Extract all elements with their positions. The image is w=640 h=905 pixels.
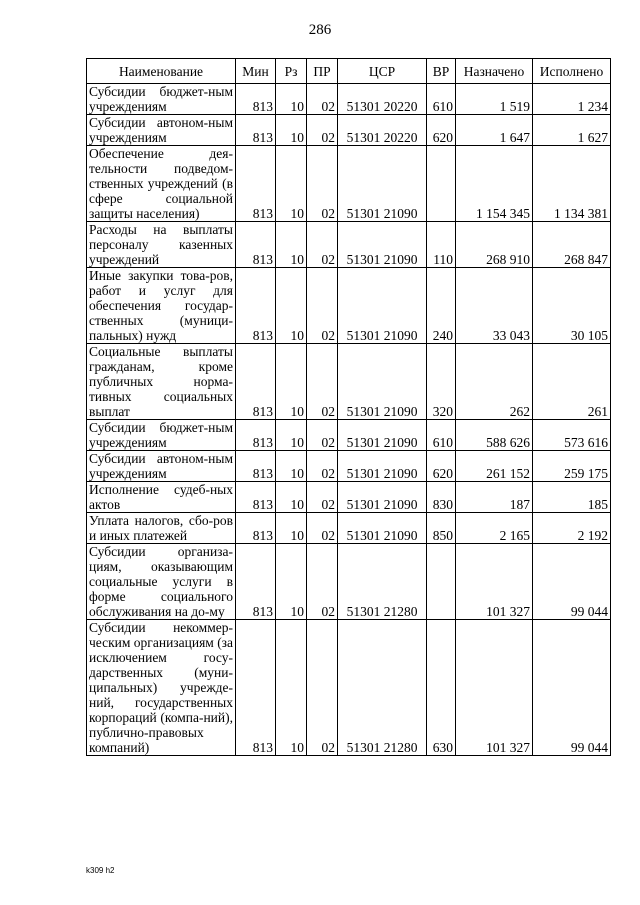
column-header-min: Мин — [236, 59, 276, 84]
row-csr: 51301 21090 — [338, 146, 427, 222]
row-vr: 240 — [427, 268, 456, 344]
row-pr: 02 — [307, 620, 338, 756]
row-executed: 1 234 — [533, 84, 611, 115]
row-min: 813 — [236, 620, 276, 756]
row-vr — [427, 146, 456, 222]
row-vr: 620 — [427, 451, 456, 482]
row-csr: 51301 20220 — [338, 115, 427, 146]
row-vr: 110 — [427, 222, 456, 268]
row-rz: 10 — [276, 268, 307, 344]
row-csr: 51301 21090 — [338, 268, 427, 344]
row-pr: 02 — [307, 513, 338, 544]
column-header-assigned: Назначено — [456, 59, 533, 84]
row-rz: 10 — [276, 513, 307, 544]
column-header-pr: ПР — [307, 59, 338, 84]
row-name: Субсидии некоммер-ческим организациям (за исключением госу-дарственных (муни-ципальных) учрежде-ний, государственных корпораций (компа-ний), публично-правовых компаний) — [87, 620, 236, 756]
row-min: 813 — [236, 268, 276, 344]
row-executed: 259 175 — [533, 451, 611, 482]
budget-table — [86, 58, 611, 756]
row-name: Уплата налогов, сбо-ров и иных платежей — [87, 513, 236, 544]
row-name: Субсидии автоном-ным учреждениям — [87, 451, 236, 482]
row-executed: 99 044 — [533, 620, 611, 756]
row-vr — [427, 544, 456, 620]
row-vr: 850 — [427, 513, 456, 544]
row-min: 813 — [236, 513, 276, 544]
row-min: 813 — [236, 451, 276, 482]
row-vr: 610 — [427, 84, 456, 115]
row-rz: 10 — [276, 344, 307, 420]
row-assigned: 588 626 — [456, 420, 533, 451]
column-header-rz: Рз — [276, 59, 307, 84]
column-header-vr: ВР — [427, 59, 456, 84]
table-row — [87, 222, 611, 268]
row-csr: 51301 21280 — [338, 620, 427, 756]
row-name: Субсидии организа-циям, оказывающим социальные услуги в форме социального обслуживания на до-му — [87, 544, 236, 620]
row-vr: 830 — [427, 482, 456, 513]
table-row — [87, 513, 611, 544]
row-executed: 573 616 — [533, 420, 611, 451]
row-min: 813 — [236, 115, 276, 146]
row-pr: 02 — [307, 420, 338, 451]
row-rz: 10 — [276, 115, 307, 146]
table-row — [87, 146, 611, 222]
row-csr: 51301 21090 — [338, 513, 427, 544]
row-vr: 620 — [427, 115, 456, 146]
table-row — [87, 420, 611, 451]
row-name: Обеспечение дея-тельности подведом-ственных учреждений (в сфере социальной защиты населения) — [87, 146, 236, 222]
row-csr: 51301 21090 — [338, 482, 427, 513]
row-pr: 02 — [307, 84, 338, 115]
row-vr: 610 — [427, 420, 456, 451]
row-csr: 51301 21090 — [338, 344, 427, 420]
row-name: Социальные выплаты гражданам, кроме публичных норма-тивных социальных выплат — [87, 344, 236, 420]
row-pr: 02 — [307, 268, 338, 344]
row-executed: 1 627 — [533, 115, 611, 146]
row-executed: 2 192 — [533, 513, 611, 544]
row-pr: 02 — [307, 344, 338, 420]
table-row — [87, 84, 611, 115]
row-csr: 51301 21090 — [338, 451, 427, 482]
row-min: 813 — [236, 544, 276, 620]
row-name: Субсидии автоном-ным учреждениям — [87, 115, 236, 146]
row-min: 813 — [236, 344, 276, 420]
row-vr: 320 — [427, 344, 456, 420]
row-executed: 1 134 381 — [533, 146, 611, 222]
row-name: Субсидии бюджет-ным учреждениям — [87, 84, 236, 115]
row-csr: 51301 20220 — [338, 84, 427, 115]
row-name: Иные закупки това-ров, работ и услуг для обеспечения государ-ственных (муници-пальных) нужд — [87, 268, 236, 344]
row-csr: 51301 21090 — [338, 222, 427, 268]
row-assigned: 1 519 — [456, 84, 533, 115]
row-min: 813 — [236, 222, 276, 268]
column-header-executed: Исполнено — [533, 59, 611, 84]
row-executed: 30 105 — [533, 268, 611, 344]
table-row — [87, 115, 611, 146]
table-row — [87, 482, 611, 513]
row-min: 813 — [236, 146, 276, 222]
row-executed: 268 847 — [533, 222, 611, 268]
row-rz: 10 — [276, 420, 307, 451]
row-assigned: 268 910 — [456, 222, 533, 268]
row-rz: 10 — [276, 222, 307, 268]
row-name: Исполнение судеб-ных актов — [87, 482, 236, 513]
row-min: 813 — [236, 420, 276, 451]
row-executed: 261 — [533, 344, 611, 420]
row-executed: 99 044 — [533, 544, 611, 620]
row-rz: 10 — [276, 84, 307, 115]
row-assigned: 33 043 — [456, 268, 533, 344]
table-row — [87, 268, 611, 344]
row-rz: 10 — [276, 146, 307, 222]
row-pr: 02 — [307, 115, 338, 146]
column-header-csr: ЦСР — [338, 59, 427, 84]
row-name: Расходы на выплаты персоналу казенных учреждений — [87, 222, 236, 268]
row-assigned: 1 154 345 — [456, 146, 533, 222]
row-pr: 02 — [307, 146, 338, 222]
row-executed: 185 — [533, 482, 611, 513]
row-csr: 51301 21280 — [338, 544, 427, 620]
row-assigned: 187 — [456, 482, 533, 513]
row-rz: 10 — [276, 620, 307, 756]
footer-code: k309 h2 — [86, 866, 115, 875]
row-min: 813 — [236, 84, 276, 115]
row-assigned: 1 647 — [456, 115, 533, 146]
table-row — [87, 620, 611, 756]
header-row — [87, 59, 611, 84]
table-row — [87, 544, 611, 620]
table-row — [87, 451, 611, 482]
table-row — [87, 344, 611, 420]
row-min: 813 — [236, 482, 276, 513]
row-pr: 02 — [307, 482, 338, 513]
row-assigned: 101 327 — [456, 544, 533, 620]
row-assigned: 101 327 — [456, 620, 533, 756]
row-rz: 10 — [276, 482, 307, 513]
column-header-name: Наименование — [87, 59, 236, 84]
row-assigned: 262 — [456, 344, 533, 420]
row-rz: 10 — [276, 544, 307, 620]
row-csr: 51301 21090 — [338, 420, 427, 451]
row-pr: 02 — [307, 544, 338, 620]
row-pr: 02 — [307, 451, 338, 482]
page-number: 286 — [308, 22, 332, 38]
row-vr: 630 — [427, 620, 456, 756]
row-assigned: 261 152 — [456, 451, 533, 482]
row-assigned: 2 165 — [456, 513, 533, 544]
row-rz: 10 — [276, 451, 307, 482]
row-pr: 02 — [307, 222, 338, 268]
row-name: Субсидии бюджет-ным учреждениям — [87, 420, 236, 451]
